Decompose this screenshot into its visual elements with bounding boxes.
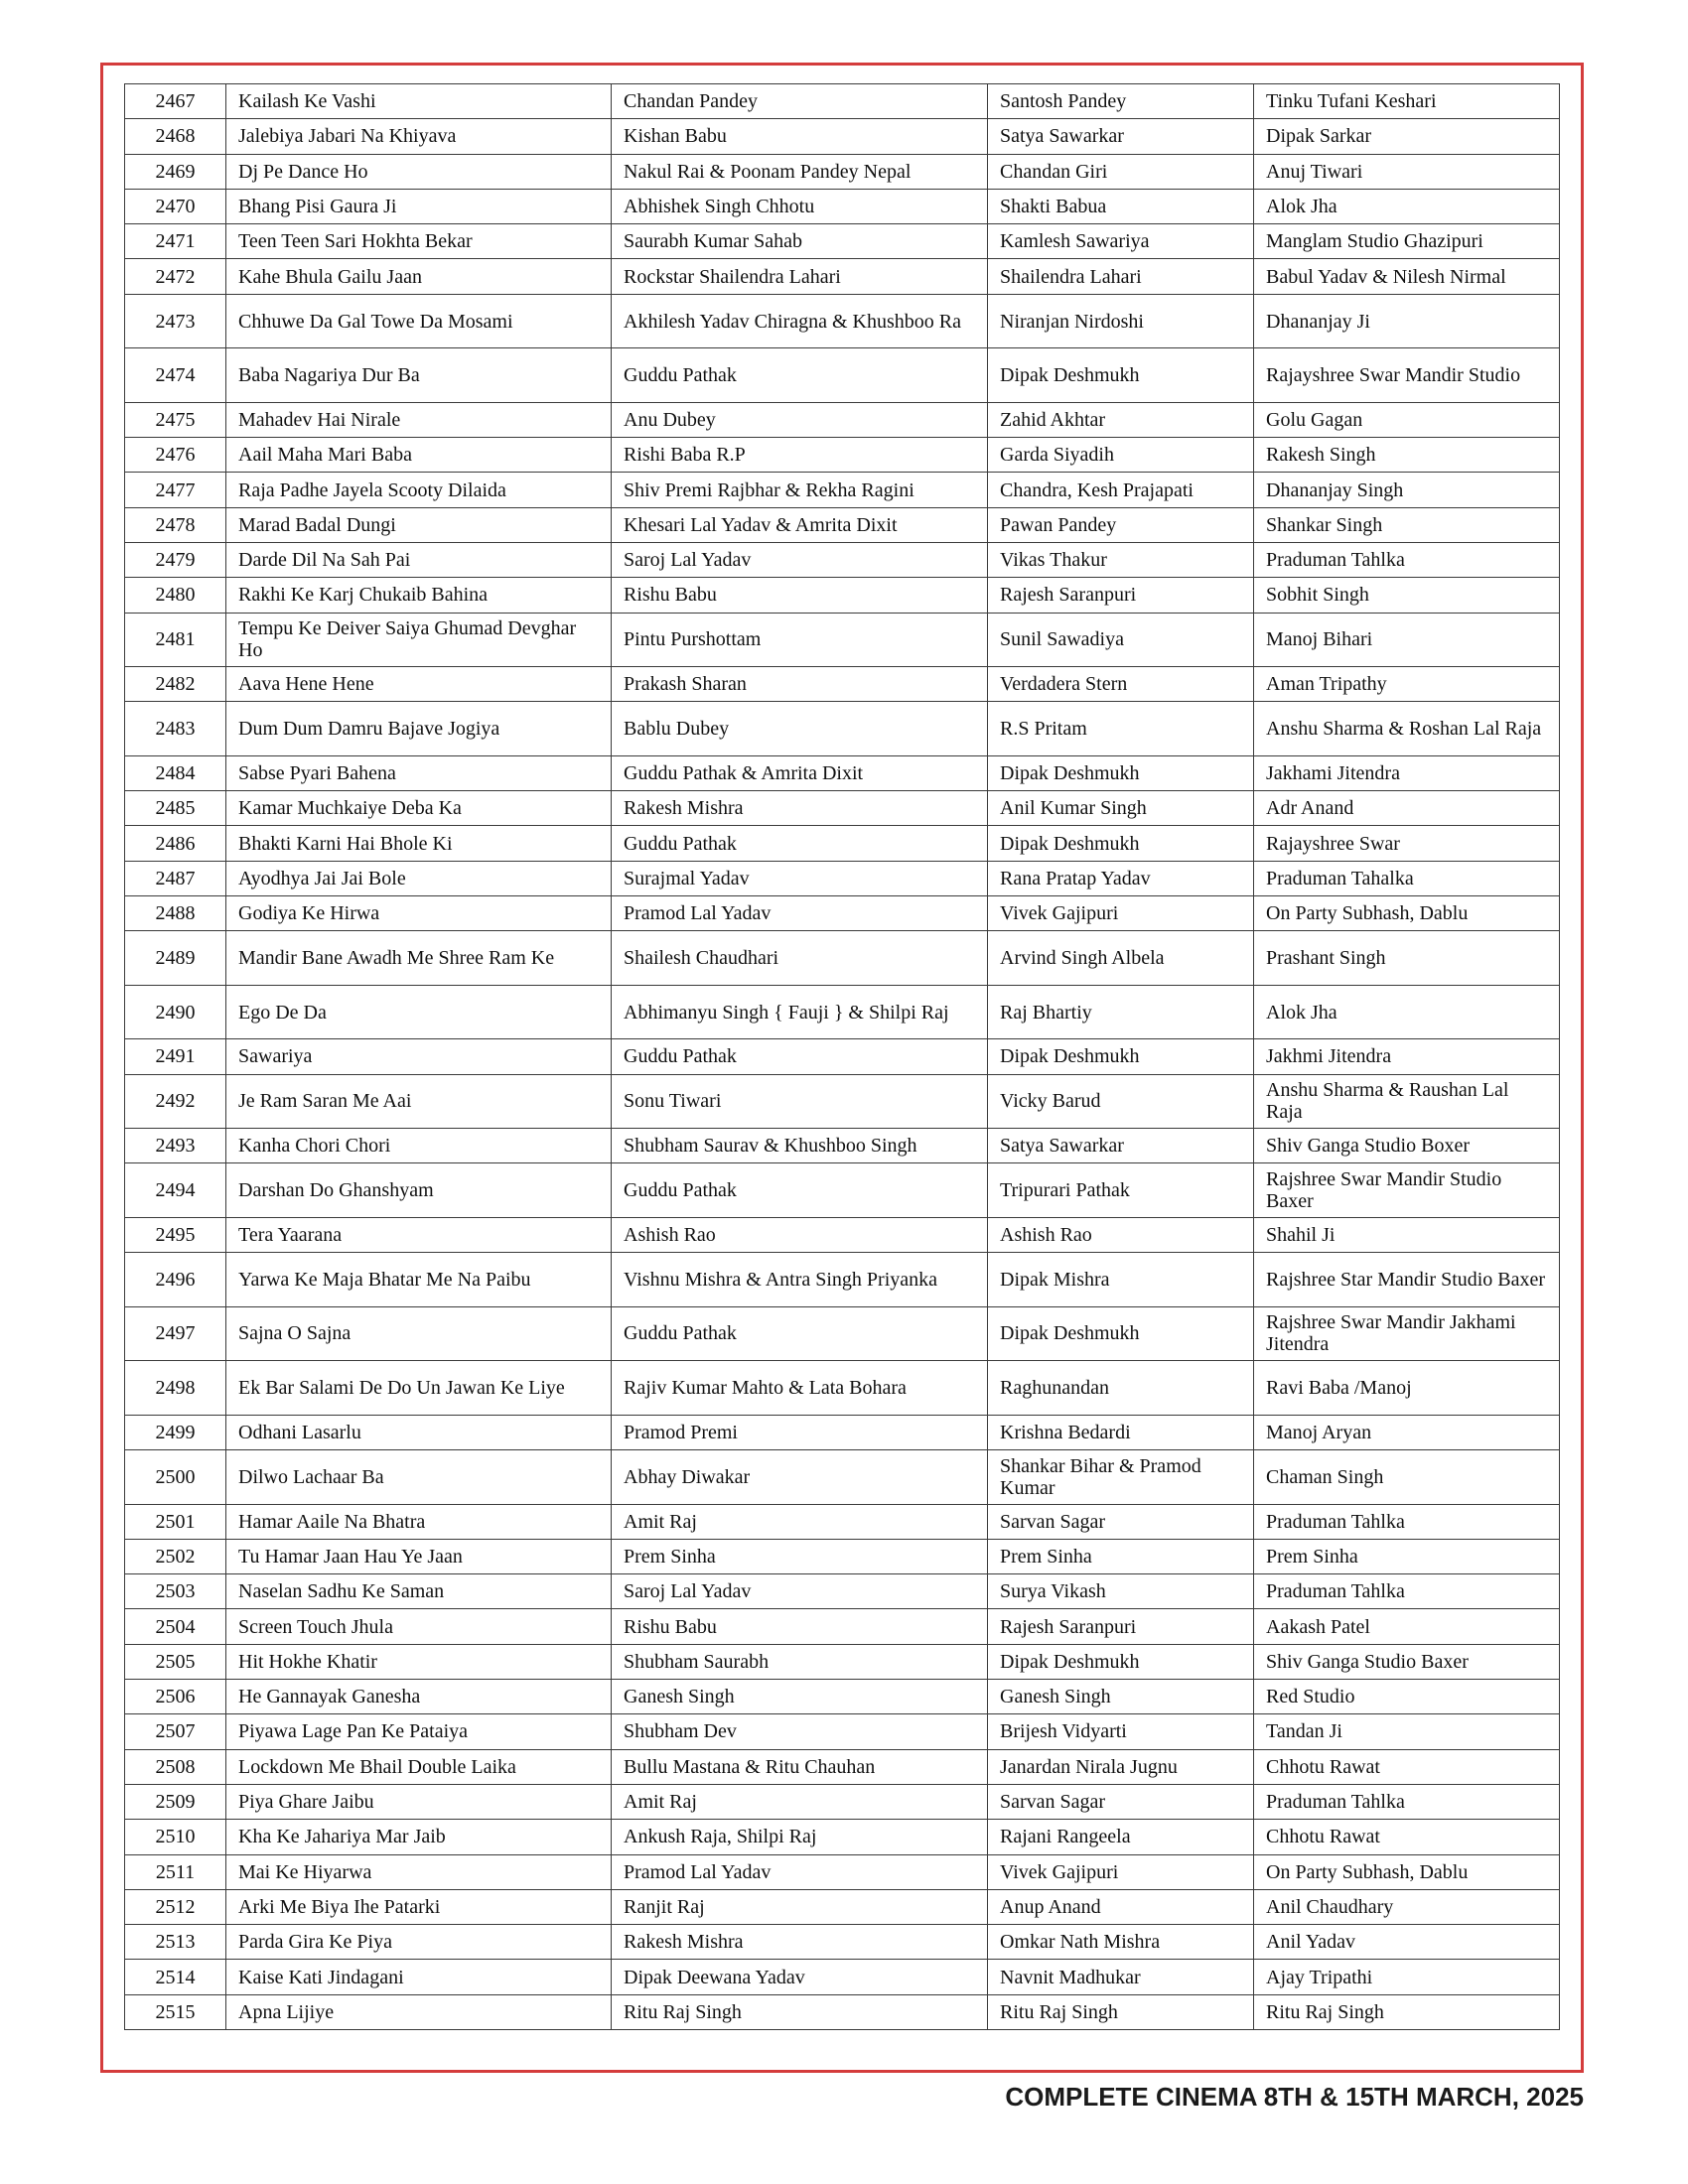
singer-cell: Ashish Rao bbox=[612, 1217, 988, 1252]
song-title-cell: Ek Bar Salami De Do Un Jawan Ke Liye bbox=[226, 1361, 612, 1416]
song-title-cell: Aail Maha Mari Baba bbox=[226, 438, 612, 473]
table-row bbox=[125, 1925, 1560, 1960]
entry-number-cell: 2496 bbox=[125, 1253, 226, 1307]
lyricist-cell: Chandra, Kesh Prajapati bbox=[988, 473, 1254, 507]
music-director-cell: On Party Subhash, Dablu bbox=[1254, 896, 1560, 931]
entry-number-cell: 2487 bbox=[125, 861, 226, 895]
entry-number-cell: 2485 bbox=[125, 791, 226, 826]
singer-cell: Shubham Dev bbox=[612, 1714, 988, 1749]
lyricist-cell: Sarvan Sagar bbox=[988, 1504, 1254, 1539]
entry-number-cell: 2501 bbox=[125, 1504, 226, 1539]
music-director-cell: Rajshree Swar Mandir Studio Baxer bbox=[1254, 1163, 1560, 1218]
table-row bbox=[125, 507, 1560, 542]
table-row bbox=[125, 702, 1560, 756]
singer-cell: Guddu Pathak bbox=[612, 348, 988, 403]
lyricist-cell: Verdadera Stern bbox=[988, 667, 1254, 702]
singer-cell: Anu Dubey bbox=[612, 402, 988, 437]
song-title-cell: Dum Dum Damru Bajave Jogiya bbox=[226, 702, 612, 756]
entry-number-cell: 2480 bbox=[125, 578, 226, 613]
entry-number-cell: 2489 bbox=[125, 931, 226, 986]
entry-number-cell: 2475 bbox=[125, 402, 226, 437]
entry-number-cell: 2494 bbox=[125, 1163, 226, 1218]
entry-number-cell: 2488 bbox=[125, 896, 226, 931]
music-director-cell: Rakesh Singh bbox=[1254, 438, 1560, 473]
music-director-cell: Aman Tripathy bbox=[1254, 667, 1560, 702]
music-director-cell: Manoj Bihari bbox=[1254, 613, 1560, 667]
song-title-cell: Chhuwe Da Gal Towe Da Mosami bbox=[226, 294, 612, 348]
table-row bbox=[125, 1163, 1560, 1218]
song-title-cell: Teen Teen Sari Hokhta Bekar bbox=[226, 224, 612, 259]
music-director-cell: Shahil Ji bbox=[1254, 1217, 1560, 1252]
music-director-cell: Golu Gagan bbox=[1254, 402, 1560, 437]
lyricist-cell: Vikas Thakur bbox=[988, 542, 1254, 577]
singer-cell: Sonu Tiwari bbox=[612, 1074, 988, 1129]
lyricist-cell: Rajesh Saranpuri bbox=[988, 1609, 1254, 1644]
song-title-cell: Sajna O Sajna bbox=[226, 1306, 612, 1361]
entry-number-cell: 2473 bbox=[125, 294, 226, 348]
singer-cell: Nakul Rai & Poonam Pandey Nepal bbox=[612, 154, 988, 189]
lyricist-cell: Brijesh Vidyarti bbox=[988, 1714, 1254, 1749]
table-row bbox=[125, 1784, 1560, 1819]
lyricist-cell: Dipak Deshmukh bbox=[988, 1644, 1254, 1679]
music-director-cell: Rajshree Star Mandir Studio Baxer bbox=[1254, 1253, 1560, 1307]
singer-cell: Shiv Premi Rajbhar & Rekha Ragini bbox=[612, 473, 988, 507]
singer-cell: Guddu Pathak bbox=[612, 1039, 988, 1074]
song-title-cell: Sabse Pyari Bahena bbox=[226, 755, 612, 790]
table-row bbox=[125, 294, 1560, 348]
song-title-cell: Odhani Lasarlu bbox=[226, 1415, 612, 1449]
lyricist-cell: Dipak Deshmukh bbox=[988, 755, 1254, 790]
lyricist-cell: Vivek Gajipuri bbox=[988, 1854, 1254, 1889]
entry-number-cell: 2515 bbox=[125, 1994, 226, 2029]
song-title-cell: Naselan Sadhu Ke Saman bbox=[226, 1574, 612, 1609]
entry-number-cell: 2484 bbox=[125, 755, 226, 790]
entry-number-cell: 2491 bbox=[125, 1039, 226, 1074]
entry-number-cell: 2483 bbox=[125, 702, 226, 756]
singer-cell: Bablu Dubey bbox=[612, 702, 988, 756]
singer-cell: Shailesh Chaudhari bbox=[612, 931, 988, 986]
entry-number-cell: 2511 bbox=[125, 1854, 226, 1889]
lyricist-cell: Dipak Deshmukh bbox=[988, 826, 1254, 861]
lyricist-cell: R.S Pritam bbox=[988, 702, 1254, 756]
song-title-cell: Kahe Bhula Gailu Jaan bbox=[226, 259, 612, 294]
table-row bbox=[125, 119, 1560, 154]
music-director-cell: Anshu Sharma & Roshan Lal Raja bbox=[1254, 702, 1560, 756]
song-title-cell: Apna Lijiye bbox=[226, 1994, 612, 2029]
lyricist-cell: Surya Vikash bbox=[988, 1574, 1254, 1609]
song-title-cell: Marad Badal Dungi bbox=[226, 507, 612, 542]
lyricist-cell: Dipak Deshmukh bbox=[988, 1039, 1254, 1074]
music-director-cell: Adr Anand bbox=[1254, 791, 1560, 826]
music-director-cell: Praduman Tahlka bbox=[1254, 542, 1560, 577]
lyricist-cell: Raghunandan bbox=[988, 1361, 1254, 1416]
singer-cell: Prem Sinha bbox=[612, 1539, 988, 1573]
lyricist-cell: Rajesh Saranpuri bbox=[988, 578, 1254, 613]
song-title-cell: Kaise Kati Jindagani bbox=[226, 1960, 612, 1994]
lyricist-cell: Kamlesh Sawariya bbox=[988, 224, 1254, 259]
song-title-cell: Dilwo Lachaar Ba bbox=[226, 1450, 612, 1505]
table-row bbox=[125, 84, 1560, 119]
lyricist-cell: Sunil Sawadiya bbox=[988, 613, 1254, 667]
table-row bbox=[125, 1889, 1560, 1924]
music-director-cell: Tandan Ji bbox=[1254, 1714, 1560, 1749]
entry-number-cell: 2472 bbox=[125, 259, 226, 294]
lyricist-cell: Zahid Akhtar bbox=[988, 402, 1254, 437]
singer-cell: Rockstar Shailendra Lahari bbox=[612, 259, 988, 294]
music-director-cell: Anil Yadav bbox=[1254, 1925, 1560, 1960]
entry-number-cell: 2479 bbox=[125, 542, 226, 577]
singer-cell: Rishu Babu bbox=[612, 578, 988, 613]
table-row bbox=[125, 1714, 1560, 1749]
song-title-cell: Raja Padhe Jayela Scooty Dilaida bbox=[226, 473, 612, 507]
song-title-cell: Lockdown Me Bhail Double Laika bbox=[226, 1749, 612, 1784]
music-director-cell: Sobhit Singh bbox=[1254, 578, 1560, 613]
song-title-cell: Darde Dil Na Sah Pai bbox=[226, 542, 612, 577]
entry-number-cell: 2492 bbox=[125, 1074, 226, 1129]
singer-cell: Guddu Pathak bbox=[612, 826, 988, 861]
song-title-cell: Mai Ke Hiyarwa bbox=[226, 1854, 612, 1889]
singer-cell: Shubham Saurav & Khushboo Singh bbox=[612, 1129, 988, 1163]
lyricist-cell: Navnit Madhukar bbox=[988, 1960, 1254, 1994]
song-title-cell: Tempu Ke Deiver Saiya Ghumad Devghar Ho bbox=[226, 613, 612, 667]
entry-number-cell: 2505 bbox=[125, 1644, 226, 1679]
entry-number-cell: 2506 bbox=[125, 1680, 226, 1714]
table-row bbox=[125, 1361, 1560, 1416]
music-director-cell: On Party Subhash, Dablu bbox=[1254, 1854, 1560, 1889]
singer-cell: Surajmal Yadav bbox=[612, 861, 988, 895]
music-director-cell: Praduman Tahalka bbox=[1254, 861, 1560, 895]
song-title-cell: Godiya Ke Hirwa bbox=[226, 896, 612, 931]
music-director-cell: Aakash Patel bbox=[1254, 1609, 1560, 1644]
table-row bbox=[125, 791, 1560, 826]
music-director-cell: Chhotu Rawat bbox=[1254, 1820, 1560, 1854]
table-row bbox=[125, 826, 1560, 861]
song-title-cell: Aava Hene Hene bbox=[226, 667, 612, 702]
singer-cell: Kishan Babu bbox=[612, 119, 988, 154]
table-row bbox=[125, 438, 1560, 473]
lyricist-cell: Janardan Nirala Jugnu bbox=[988, 1749, 1254, 1784]
lyricist-cell: Ashish Rao bbox=[988, 1217, 1254, 1252]
entry-number-cell: 2486 bbox=[125, 826, 226, 861]
music-director-cell: Chaman Singh bbox=[1254, 1450, 1560, 1505]
table-row bbox=[125, 1960, 1560, 1994]
table-row bbox=[125, 259, 1560, 294]
lyricist-cell: Raj Bhartiy bbox=[988, 985, 1254, 1039]
music-director-cell: Dipak Sarkar bbox=[1254, 119, 1560, 154]
music-director-cell: Praduman Tahlka bbox=[1254, 1574, 1560, 1609]
music-director-cell: Praduman Tahlka bbox=[1254, 1784, 1560, 1819]
entry-number-cell: 2478 bbox=[125, 507, 226, 542]
music-director-cell: Chhotu Rawat bbox=[1254, 1749, 1560, 1784]
entry-number-cell: 2495 bbox=[125, 1217, 226, 1252]
table-row bbox=[125, 473, 1560, 507]
singer-cell: Pramod Premi bbox=[612, 1415, 988, 1449]
singer-cell: Bullu Mastana & Ritu Chauhan bbox=[612, 1749, 988, 1784]
music-director-cell: Rajshree Swar Mandir Jakhami Jitendra bbox=[1254, 1306, 1560, 1361]
singer-cell: Khesari Lal Yadav & Amrita Dixit bbox=[612, 507, 988, 542]
table-body bbox=[125, 84, 1560, 2030]
music-director-cell: Anuj Tiwari bbox=[1254, 154, 1560, 189]
song-title-cell: Arki Me Biya Ihe Patarki bbox=[226, 1889, 612, 1924]
music-director-cell: Dhananjay Ji bbox=[1254, 294, 1560, 348]
song-title-cell: Bhakti Karni Hai Bhole Ki bbox=[226, 826, 612, 861]
singer-cell: Pramod Lal Yadav bbox=[612, 896, 988, 931]
entry-number-cell: 2467 bbox=[125, 84, 226, 119]
table-row bbox=[125, 1039, 1560, 1074]
table-row bbox=[125, 896, 1560, 931]
music-director-cell: Shiv Ganga Studio Baxer bbox=[1254, 1644, 1560, 1679]
song-title-cell: Kha Ke Jahariya Mar Jaib bbox=[226, 1820, 612, 1854]
music-director-cell: Anshu Sharma & Raushan Lal Raja bbox=[1254, 1074, 1560, 1129]
singer-cell: Akhilesh Yadav Chiragna & Khushboo Ra bbox=[612, 294, 988, 348]
singer-cell: Dipak Deewana Yadav bbox=[612, 1960, 988, 1994]
table-row bbox=[125, 667, 1560, 702]
lyricist-cell: Ganesh Singh bbox=[988, 1680, 1254, 1714]
entry-number-cell: 2508 bbox=[125, 1749, 226, 1784]
singer-cell: Rajiv Kumar Mahto & Lata Bohara bbox=[612, 1361, 988, 1416]
singer-cell: Rishu Babu bbox=[612, 1609, 988, 1644]
singer-cell: Ritu Raj Singh bbox=[612, 1994, 988, 2029]
table-row bbox=[125, 402, 1560, 437]
table-row bbox=[125, 1450, 1560, 1505]
entry-number-cell: 2476 bbox=[125, 438, 226, 473]
music-director-cell: Jakhmi Jitendra bbox=[1254, 1039, 1560, 1074]
song-title-cell: Bhang Pisi Gaura Ji bbox=[226, 189, 612, 223]
singer-cell: Ranjit Raj bbox=[612, 1889, 988, 1924]
lyricist-cell: Sarvan Sagar bbox=[988, 1784, 1254, 1819]
music-director-cell: Tinku Tufani Keshari bbox=[1254, 84, 1560, 119]
song-title-cell: He Gannayak Ganesha bbox=[226, 1680, 612, 1714]
lyricist-cell: Vivek Gajipuri bbox=[988, 896, 1254, 931]
song-title-cell: Mahadev Hai Nirale bbox=[226, 402, 612, 437]
music-director-cell: Jakhami Jitendra bbox=[1254, 755, 1560, 790]
lyricist-cell: Prem Sinha bbox=[988, 1539, 1254, 1573]
music-director-cell: Ravi Baba /Manoj bbox=[1254, 1361, 1560, 1416]
singer-cell: Ankush Raja, Shilpi Raj bbox=[612, 1820, 988, 1854]
singer-cell: Shubham Saurabh bbox=[612, 1644, 988, 1679]
lyricist-cell: Arvind Singh Albela bbox=[988, 931, 1254, 986]
song-title-cell: Je Ram Saran Me Aai bbox=[226, 1074, 612, 1129]
singer-cell: Amit Raj bbox=[612, 1784, 988, 1819]
song-title-cell: Sawariya bbox=[226, 1039, 612, 1074]
entry-number-cell: 2477 bbox=[125, 473, 226, 507]
entry-number-cell: 2481 bbox=[125, 613, 226, 667]
table-row bbox=[125, 1820, 1560, 1854]
lyricist-cell: Satya Sawarkar bbox=[988, 1129, 1254, 1163]
table-row bbox=[125, 189, 1560, 223]
table-row bbox=[125, 1994, 1560, 2029]
table-row bbox=[125, 1074, 1560, 1129]
singer-cell: Guddu Pathak & Amrita Dixit bbox=[612, 755, 988, 790]
music-director-cell: Praduman Tahlka bbox=[1254, 1504, 1560, 1539]
lyricist-cell: Satya Sawarkar bbox=[988, 119, 1254, 154]
entry-number-cell: 2468 bbox=[125, 119, 226, 154]
entry-number-cell: 2514 bbox=[125, 1960, 226, 1994]
music-director-cell: Ritu Raj Singh bbox=[1254, 1994, 1560, 2029]
song-title-cell: Tu Hamar Jaan Hau Ye Jaan bbox=[226, 1539, 612, 1573]
table-row bbox=[125, 578, 1560, 613]
singer-cell: Rakesh Mishra bbox=[612, 791, 988, 826]
singer-cell: Vishnu Mishra & Antra Singh Priyanka bbox=[612, 1253, 988, 1307]
lyricist-cell: Dipak Deshmukh bbox=[988, 348, 1254, 403]
music-director-cell: Alok Jha bbox=[1254, 189, 1560, 223]
entry-number-cell: 2474 bbox=[125, 348, 226, 403]
lyricist-cell: Garda Siyadih bbox=[988, 438, 1254, 473]
music-director-cell: Babul Yadav & Nilesh Nirmal bbox=[1254, 259, 1560, 294]
table-row bbox=[125, 613, 1560, 667]
entry-number-cell: 2513 bbox=[125, 1925, 226, 1960]
entry-number-cell: 2503 bbox=[125, 1574, 226, 1609]
entry-number-cell: 2502 bbox=[125, 1539, 226, 1573]
song-title-cell: Kamar Muchkaiye Deba Ka bbox=[226, 791, 612, 826]
table-row bbox=[125, 542, 1560, 577]
lyricist-cell: Shankar Bihar & Pramod Kumar bbox=[988, 1450, 1254, 1505]
singer-cell: Pramod Lal Yadav bbox=[612, 1854, 988, 1889]
song-title-cell: Piya Ghare Jaibu bbox=[226, 1784, 612, 1819]
entry-number-cell: 2510 bbox=[125, 1820, 226, 1854]
song-title-cell: Parda Gira Ke Piya bbox=[226, 1925, 612, 1960]
entry-number-cell: 2509 bbox=[125, 1784, 226, 1819]
lyricist-cell: Pawan Pandey bbox=[988, 507, 1254, 542]
entry-number-cell: 2493 bbox=[125, 1129, 226, 1163]
song-title-cell: Hit Hokhe Khatir bbox=[226, 1644, 612, 1679]
entry-number-cell: 2498 bbox=[125, 1361, 226, 1416]
music-director-cell: Red Studio bbox=[1254, 1680, 1560, 1714]
music-director-cell: Prashant Singh bbox=[1254, 931, 1560, 986]
table-row bbox=[125, 1504, 1560, 1539]
music-director-cell: Prem Sinha bbox=[1254, 1539, 1560, 1573]
table-row bbox=[125, 1306, 1560, 1361]
song-title-cell: Baba Nagariya Dur Ba bbox=[226, 348, 612, 403]
lyricist-cell: Rajani Rangeela bbox=[988, 1820, 1254, 1854]
music-director-cell: Manoj Aryan bbox=[1254, 1415, 1560, 1449]
song-title-cell: Hamar Aaile Na Bhatra bbox=[226, 1504, 612, 1539]
song-title-cell: Ego De Da bbox=[226, 985, 612, 1039]
singer-cell: Guddu Pathak bbox=[612, 1163, 988, 1218]
music-director-cell: Shankar Singh bbox=[1254, 507, 1560, 542]
table-row bbox=[125, 1609, 1560, 1644]
singer-cell: Chandan Pandey bbox=[612, 84, 988, 119]
lyricist-cell: Dipak Mishra bbox=[988, 1253, 1254, 1307]
lyricist-cell: Rana Pratap Yadav bbox=[988, 861, 1254, 895]
song-title-cell: Kanha Chori Chori bbox=[226, 1129, 612, 1163]
singer-cell: Saroj Lal Yadav bbox=[612, 542, 988, 577]
music-director-cell: Rajayshree Swar bbox=[1254, 826, 1560, 861]
table-row bbox=[125, 224, 1560, 259]
singer-cell: Ganesh Singh bbox=[612, 1680, 988, 1714]
singer-cell: Abhimanyu Singh { Fauji } & Shilpi Raj bbox=[612, 985, 988, 1039]
entry-number-cell: 2469 bbox=[125, 154, 226, 189]
song-title-cell: Dj Pe Dance Ho bbox=[226, 154, 612, 189]
lyricist-cell: Ritu Raj Singh bbox=[988, 1994, 1254, 2029]
singer-cell: Saurabh Kumar Sahab bbox=[612, 224, 988, 259]
singer-cell: Amit Raj bbox=[612, 1504, 988, 1539]
entry-number-cell: 2500 bbox=[125, 1450, 226, 1505]
lyricist-cell: Shailendra Lahari bbox=[988, 259, 1254, 294]
song-title-cell: Darshan Do Ghanshyam bbox=[226, 1163, 612, 1218]
singer-cell: Abhay Diwakar bbox=[612, 1450, 988, 1505]
song-title-cell: Tera Yaarana bbox=[226, 1217, 612, 1252]
table-row bbox=[125, 1129, 1560, 1163]
table-row bbox=[125, 1854, 1560, 1889]
table-row bbox=[125, 1253, 1560, 1307]
singer-cell: Rishi Baba R.P bbox=[612, 438, 988, 473]
entry-number-cell: 2482 bbox=[125, 667, 226, 702]
music-director-cell: Alok Jha bbox=[1254, 985, 1560, 1039]
music-director-cell: Shiv Ganga Studio Boxer bbox=[1254, 1129, 1560, 1163]
singer-cell: Abhishek Singh Chhotu bbox=[612, 189, 988, 223]
lyricist-cell: Anil Kumar Singh bbox=[988, 791, 1254, 826]
table-row bbox=[125, 1574, 1560, 1609]
music-director-cell: Anil Chaudhary bbox=[1254, 1889, 1560, 1924]
singer-cell: Saroj Lal Yadav bbox=[612, 1574, 988, 1609]
footer-publication-line: COMPLETE CINEMA 8TH & 15TH MARCH, 2025 bbox=[1005, 2082, 1584, 2112]
lyricist-cell: Krishna Bedardi bbox=[988, 1415, 1254, 1449]
table-row bbox=[125, 861, 1560, 895]
lyricist-cell: Tripurari Pathak bbox=[988, 1163, 1254, 1218]
entry-number-cell: 2471 bbox=[125, 224, 226, 259]
entry-number-cell: 2504 bbox=[125, 1609, 226, 1644]
lyricist-cell: Anup Anand bbox=[988, 1889, 1254, 1924]
lyricist-cell: Dipak Deshmukh bbox=[988, 1306, 1254, 1361]
table-row bbox=[125, 1680, 1560, 1714]
table-row bbox=[125, 1539, 1560, 1573]
music-director-cell: Ajay Tripathi bbox=[1254, 1960, 1560, 1994]
song-title-cell: Rakhi Ke Karj Chukaib Bahina bbox=[226, 578, 612, 613]
singer-cell: Guddu Pathak bbox=[612, 1306, 988, 1361]
table-row bbox=[125, 1644, 1560, 1679]
lyricist-cell: Niranjan Nirdoshi bbox=[988, 294, 1254, 348]
entry-number-cell: 2490 bbox=[125, 985, 226, 1039]
music-director-cell: Dhananjay Singh bbox=[1254, 473, 1560, 507]
song-title-cell: Ayodhya Jai Jai Bole bbox=[226, 861, 612, 895]
table-row bbox=[125, 348, 1560, 403]
table-row bbox=[125, 1749, 1560, 1784]
table-row bbox=[125, 985, 1560, 1039]
lyricist-cell: Chandan Giri bbox=[988, 154, 1254, 189]
entry-number-cell: 2507 bbox=[125, 1714, 226, 1749]
lyricist-cell: Shakti Babua bbox=[988, 189, 1254, 223]
song-title-cell: Jalebiya Jabari Na Khiyava bbox=[226, 119, 612, 154]
table-row bbox=[125, 1217, 1560, 1252]
lyricist-cell: Vicky Barud bbox=[988, 1074, 1254, 1129]
entry-number-cell: 2470 bbox=[125, 189, 226, 223]
music-director-cell: Rajayshree Swar Mandir Studio bbox=[1254, 348, 1560, 403]
table-row bbox=[125, 154, 1560, 189]
table-row bbox=[125, 931, 1560, 986]
song-title-cell: Mandir Bane Awadh Me Shree Ram Ke bbox=[226, 931, 612, 986]
entry-number-cell: 2497 bbox=[125, 1306, 226, 1361]
song-credits-table bbox=[124, 83, 1560, 2030]
singer-cell: Pintu Purshottam bbox=[612, 613, 988, 667]
song-title-cell: Piyawa Lage Pan Ke Pataiya bbox=[226, 1714, 612, 1749]
entry-number-cell: 2499 bbox=[125, 1415, 226, 1449]
lyricist-cell: Omkar Nath Mishra bbox=[988, 1925, 1254, 1960]
song-title-cell: Kailash Ke Vashi bbox=[226, 84, 612, 119]
singer-cell: Prakash Sharan bbox=[612, 667, 988, 702]
music-director-cell: Manglam Studio Ghazipuri bbox=[1254, 224, 1560, 259]
song-title-cell: Yarwa Ke Maja Bhatar Me Na Paibu bbox=[226, 1253, 612, 1307]
lyricist-cell: Santosh Pandey bbox=[988, 84, 1254, 119]
singer-cell: Rakesh Mishra bbox=[612, 1925, 988, 1960]
table-row bbox=[125, 1415, 1560, 1449]
entry-number-cell: 2512 bbox=[125, 1889, 226, 1924]
song-title-cell: Screen Touch Jhula bbox=[226, 1609, 612, 1644]
table-row bbox=[125, 755, 1560, 790]
